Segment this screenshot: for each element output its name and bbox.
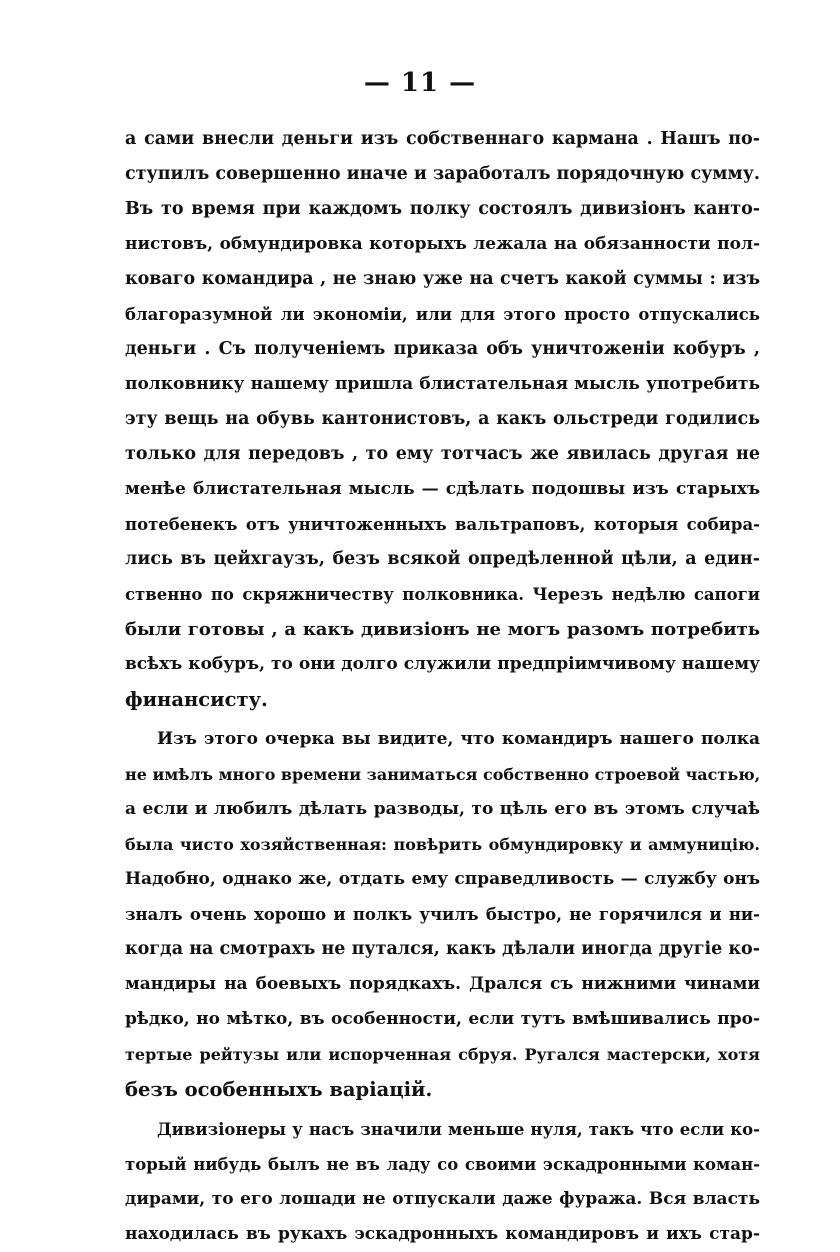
text-line: благоразумной ли экономіи, или для этого просто отпускались [125, 305, 760, 324]
text-line: нистовъ, обмундировка которыхъ лежала на обязанности пол- [125, 234, 760, 254]
text-line: не имѣлъ много времени заниматься собственно строевой частью, [125, 765, 761, 784]
text-line: коваго командира , не знаю уже на счетъ какой суммы : изъ [125, 269, 760, 289]
body-text [125, 122, 760, 1252]
paragraph-2 [125, 722, 760, 1107]
text-line: потебенекъ отъ уничтоженныхъ вальтраповъ, которыя собира- [125, 515, 760, 534]
text-line: тертые рейтузы или испорченная сбруя. Ругался мастерски, хотя [125, 1045, 760, 1064]
text-line: дирами, то его лошади не отпускали даже фуража. Вся власть [125, 1189, 760, 1209]
page-number: — 11 — [363, 68, 477, 98]
paragraph-3 [125, 1112, 760, 1252]
text-line: когда на смотрахъ не путался, какъ дѣлали иногда другіе ко- [125, 939, 760, 959]
text-line: мандиры на боевыхъ порядкахъ. Дрался съ нижними чинами [125, 974, 760, 994]
text-line: торый нибудь былъ не въ ладу со своими эскадронными коман- [125, 1155, 760, 1174]
text-line: Изъ этого очерка вы видите, что командиръ нашего полка [157, 729, 760, 749]
text-line: эту вещь на обувь кантонистовъ, а какъ ольстреди годились [125, 409, 760, 429]
text-line: Надобно, однако же, отдать ему справедливость — службу онъ [125, 869, 760, 889]
text-line: финансисту. [125, 688, 268, 711]
text-line: лись въ цейхгаузъ, безъ всякой опредѣленной цѣли, а един- [125, 549, 760, 569]
text-line: Въ то время при каждомъ полку состоялъ дивизіонъ канто- [125, 199, 760, 219]
text-line: полковнику нашему пришла блистательная мысль употребить [125, 374, 760, 394]
text-line: была чисто хозяйственная: повѣрить обмундировку и аммуницію. [125, 835, 760, 854]
text-line: деньги . Съ полученіемъ приказа объ уничтоженіи кобуръ , [125, 339, 760, 359]
text-line: находилась въ рукахъ эскадронныхъ командировъ и ихъ стар- [125, 1224, 760, 1244]
text-line: всѣхъ кобуръ, то они долго служили предпріимчивому нашему [125, 654, 760, 674]
text-line: а сами внесли деньги изъ собственнаго кармана . Нашъ по- [125, 129, 760, 149]
text-line: ступилъ совершенно иначе и заработалъ порядочную сумму. [125, 164, 760, 184]
text-line: а если и любилъ дѣлать разводы, то цѣль его въ этомъ случаѣ [125, 799, 760, 819]
text-line: рѣдко, но мѣтко, въ особенности, если тутъ вмѣшивались про- [125, 1009, 760, 1029]
text-line: менѣе блистательная мысль — сдѣлать подошвы изъ старыхъ [125, 479, 760, 499]
text-line: были готовы , а какъ дивизіонъ не могъ разомъ потребить [125, 619, 760, 640]
text-line: зналъ очень хорошо и полкъ училъ быстро, не горячился и ни- [125, 905, 760, 924]
text-line: ственно по скряжничеству полковника. Черезъ недѣлю сапоги [125, 585, 760, 604]
paragraph-1 [125, 122, 760, 717]
text-line: только для передовъ , то ему тотчасъ же явилась другая не [125, 444, 760, 464]
text-line: безъ особенныхъ варіацій. [125, 1078, 433, 1101]
text-line: Дивизіонеры у насъ значили меньше нуля, такъ что если ко- [157, 1120, 760, 1139]
